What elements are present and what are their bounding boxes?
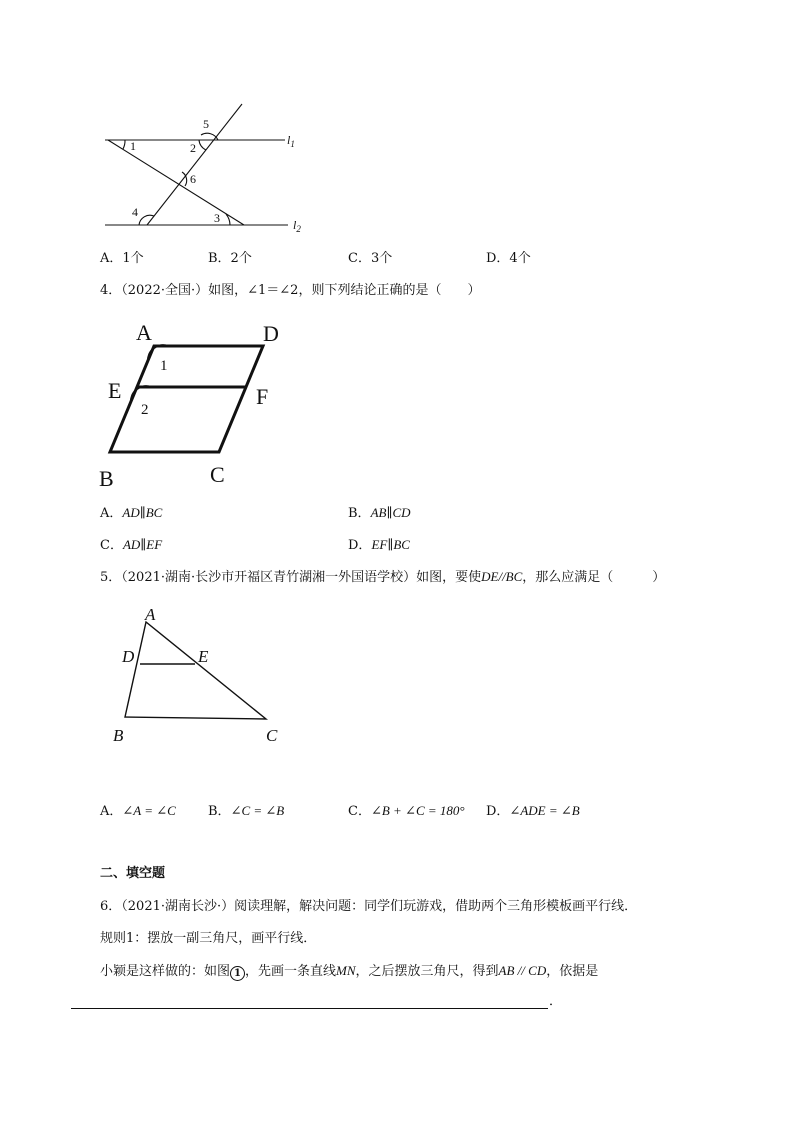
angle-label-2: 2 xyxy=(190,141,196,155)
angle-label-4: 4 xyxy=(132,205,138,219)
vertex-f: F xyxy=(256,384,269,409)
vertex-c: C xyxy=(266,726,278,745)
q6-line-2: 规则1：摆放一副三角尺，画平行线． xyxy=(100,931,317,946)
q5-option-d: D．∠ADE = ∠B xyxy=(486,803,580,819)
q3-option-c: C．3个 xyxy=(348,251,393,266)
q3-option-d: D．4个 xyxy=(486,251,531,266)
triangle-abc xyxy=(125,622,266,719)
line-label-l1: $l_1$ xyxy=(287,133,295,149)
vertex-d: D xyxy=(122,647,135,666)
vertex-b: B xyxy=(113,726,124,745)
vertex-e: E xyxy=(108,378,122,403)
q4-option-c: C．AD∥EF xyxy=(100,537,163,553)
vertex-e: E xyxy=(198,647,209,666)
q5-option-a: A．∠A = ∠C xyxy=(100,803,176,819)
q4-option-d: D．EF∥BC xyxy=(348,537,410,553)
q4-stem: 4．（2022·全国·）如图，∠1＝∠2，则下列结论正确的是（ ） xyxy=(100,283,481,298)
vertex-a: A xyxy=(145,605,156,624)
line-label-l2: $l_2$ xyxy=(293,218,301,234)
angle-label-3: 3 xyxy=(214,211,220,225)
vertex-b: B xyxy=(99,466,114,491)
section-title: 二、填空题 xyxy=(100,866,166,881)
angle-label-2: 2 xyxy=(141,402,149,418)
circled-number-1: 1 xyxy=(230,966,245,981)
q3-option-b: B．2个 xyxy=(208,251,252,266)
answer-blank-line[interactable] xyxy=(71,1008,548,1009)
q4-option-b: B．AB∥CD xyxy=(348,505,411,521)
vertex-c: C xyxy=(210,462,225,487)
angle-label-5: 5 xyxy=(203,117,209,131)
q5-option-c: C．∠B + ∠C = 180° xyxy=(348,803,465,819)
vertex-d: D xyxy=(263,321,279,346)
q4-option-a: A．AD∥BC xyxy=(100,505,163,521)
angle-label-1: 1 xyxy=(130,139,136,153)
angle-label-6: 6 xyxy=(190,172,196,186)
q3-option-a: A．1个 xyxy=(100,251,144,266)
q6-end-mark: ． xyxy=(549,994,563,1009)
vertex-a: A xyxy=(136,320,152,345)
q5-option-b: B．∠C = ∠B xyxy=(208,803,285,819)
angle-label-1: 1 xyxy=(160,358,168,374)
q5-stem: 5．（2021·湖南·长沙市开福区青竹湖湘一外国语学校）如图，要使DE//BC，那么应满足（ ） xyxy=(100,569,666,585)
q6-line-1: 6．（2021·湖南长沙·）阅读理解，解决问题：同学们玩游戏，借助两个三角形模板画平行线． xyxy=(100,899,638,914)
q6-line-3: 小颖是这样做的：如图 1 ，先画一条直线MN，之后摆放三角尺，得到AB // CD，依据是 xyxy=(100,963,599,979)
